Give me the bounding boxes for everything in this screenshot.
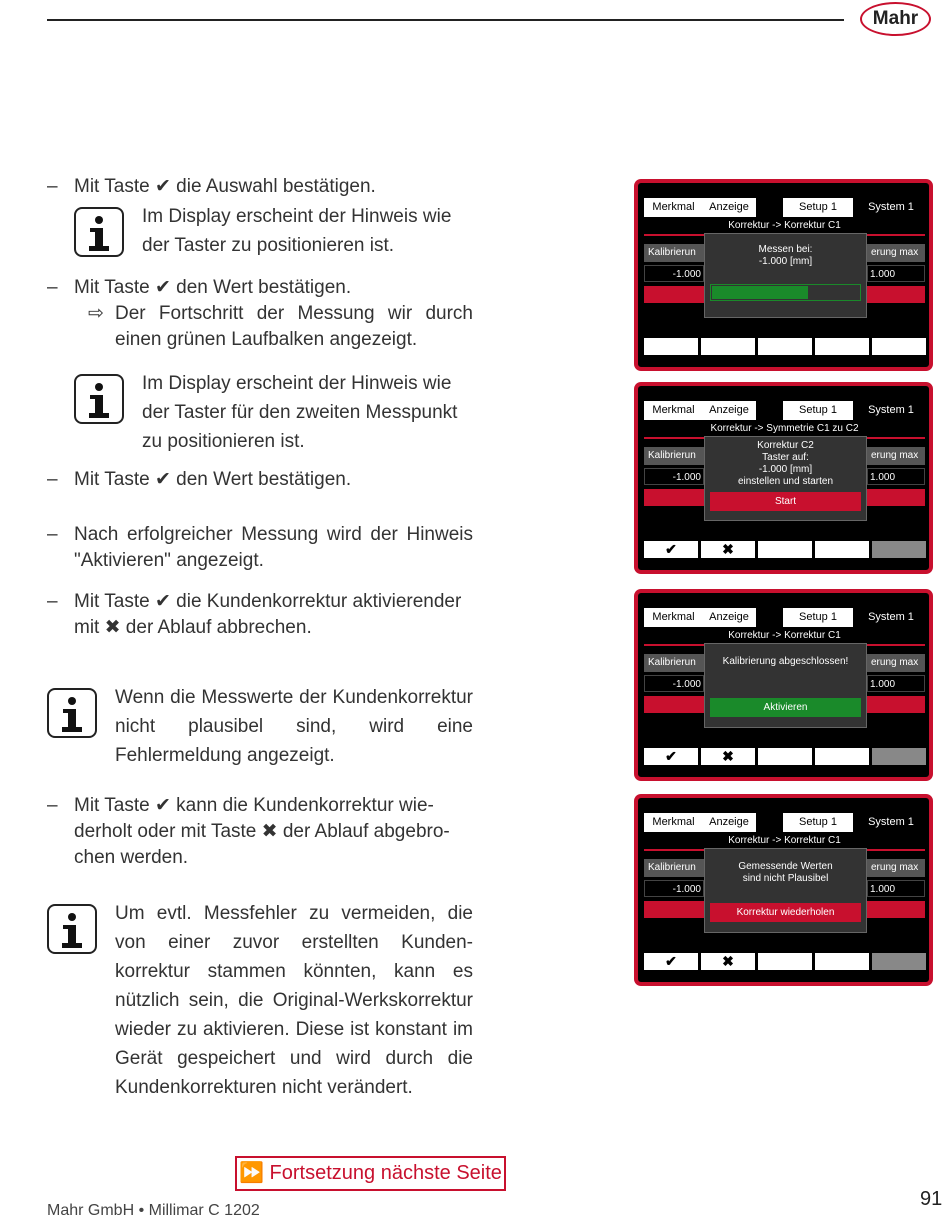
softkey-row (644, 748, 925, 765)
left-value: -1.000 (644, 880, 704, 897)
left-label: Kalibrierun (644, 447, 704, 465)
bullet-dash: – (47, 277, 58, 298)
screen-title: Korrektur -> Korrektur C1 (728, 220, 841, 231)
screen-tab[interactable]: System 1 (857, 813, 925, 832)
softkey[interactable] (758, 953, 812, 970)
softkey[interactable] (644, 338, 698, 355)
device-screen (634, 794, 933, 986)
device-screen (634, 179, 933, 371)
progress-track (710, 284, 861, 301)
page-number: 91 (920, 1188, 943, 1210)
screen-title: Korrektur -> Symmetrie C1 zu C2 (710, 423, 859, 434)
bullet-dash: – (47, 795, 58, 816)
screen-popup (704, 848, 867, 933)
screen-title: Korrektur -> Korrektur C1 (728, 630, 841, 641)
screen-tab[interactable]: Anzeige (702, 401, 756, 420)
right-value: 1.000 (867, 468, 925, 485)
screen-tab[interactable]: System 1 (857, 198, 925, 217)
screen-tab[interactable]: Merkmal M1 (644, 198, 703, 217)
softkey[interactable] (815, 541, 869, 558)
continue-next-page: ⏩ Fortsetzung nächste Seite (235, 1156, 506, 1191)
softkey[interactable] (872, 338, 926, 355)
left-indicator-bar (644, 489, 704, 506)
screen-tab[interactable]: System 1 (857, 401, 925, 420)
screen-tab[interactable]: System 1 (857, 608, 925, 627)
mahr-logo: Mahr (860, 2, 931, 36)
screen-tab[interactable]: Setup 1 (783, 198, 853, 217)
arrow-right-icon: ⇨ (88, 303, 104, 324)
right-indicator-bar (867, 696, 925, 713)
screen-tab[interactable]: Merkmal M1 (644, 401, 703, 420)
right-indicator-bar (867, 901, 925, 918)
left-value: -1.000 (644, 675, 704, 692)
progress-fill (712, 286, 808, 299)
left-value: -1.000 (644, 468, 704, 485)
screen-tab[interactable]: Merkmal D1 (644, 813, 703, 832)
right-value: 1.000 (867, 880, 925, 897)
screen-popup (704, 233, 867, 318)
softkey[interactable] (872, 541, 926, 558)
screen-title: Korrektur -> Korrektur C1 (728, 835, 841, 846)
right-label: erung max (867, 244, 925, 262)
confirm-softkey[interactable]: ✔ (644, 953, 698, 970)
softkey-row (644, 953, 925, 970)
cancel-softkey[interactable]: ✖ (701, 541, 755, 558)
screen-tab[interactable]: Anzeige (702, 608, 756, 627)
bullet-dash: – (47, 524, 58, 545)
softkey[interactable] (758, 541, 812, 558)
screen-popup (704, 436, 867, 521)
info-note-implausible: Wenn die Messwerte der Kundenkorrektur nicht plausibel sind, wird eine Fehlermeldung angezeigt. (115, 687, 473, 766)
left-indicator-bar (644, 696, 704, 713)
popup-action-button[interactable]: Start (710, 492, 861, 511)
bullet-dash: – (47, 469, 58, 490)
step-repeat: Mit Taste ✔ kann die Kundenkorrektur wiederholt oder mit Taste ✖ der Ablauf abgebrochen werden. (74, 795, 450, 868)
screen-tab[interactable]: Anzeige (702, 198, 756, 217)
right-label: erung max (867, 654, 925, 672)
softkey[interactable] (815, 748, 869, 765)
bullet-dash: – (47, 591, 58, 612)
popup-action-button[interactable]: Korrektur wiederholen (710, 903, 861, 922)
softkey[interactable] (701, 338, 755, 355)
info-icon (47, 904, 97, 954)
step-success-note: Nach erfolgreicher Messung wird der Hinweis "Aktivieren" angezeigt. (74, 524, 473, 571)
bullet-dash: – (47, 176, 58, 197)
info-note-factory-correction: Um evtl. Messfehler zu vermeiden, die von einer zuvor erstellten Kundenkorrektur stammen könnten, kann es nützlich sein, die Original-Werkskorrektur wieder zu aktivieren. Diese ist konstant im Gerät gespeichert und wird durch die Kundenkorrekturen nicht verändert. (115, 903, 473, 1098)
step-confirm-value-2: Mit Taste ✔ den Wert bestätigen. (74, 469, 352, 490)
left-label: Kalibrierun (644, 859, 704, 877)
screen-tab[interactable]: Merkmal M1 (644, 608, 703, 627)
left-value: -1.000 (644, 265, 704, 282)
softkey[interactable] (758, 338, 812, 355)
popup-message: Messen bei: -1.000 [mm] (758, 244, 813, 267)
screen-tab[interactable]: Anzeige (702, 813, 756, 832)
softkey[interactable] (758, 748, 812, 765)
right-value: 1.000 (867, 265, 925, 282)
popup-message: Kalibrierung abgeschlossen! (722, 656, 849, 667)
screen-tab[interactable]: Setup 1 (783, 401, 853, 420)
right-value: 1.000 (867, 675, 925, 692)
softkey[interactable] (872, 748, 926, 765)
step-activate: Mit Taste ✔ die Kundenkorrektur aktivierender mit ✖ der Ablauf abbrechen. (74, 591, 462, 638)
screen-popup (704, 643, 867, 728)
info-icon (74, 374, 124, 424)
left-indicator-bar (644, 901, 704, 918)
info-icon (47, 688, 97, 738)
progress-note: Der Fortschritt der Messung wir durch einen grünen Laufbalken angezeigt. (115, 303, 473, 350)
popup-message: Korrektur C2 Taster auf: -1.000 [mm] einstellen und starten (737, 440, 834, 487)
left-label: Kalibrierun (644, 654, 704, 672)
softkey[interactable] (815, 338, 869, 355)
right-label: erung max (867, 859, 925, 877)
softkey[interactable] (815, 953, 869, 970)
cancel-softkey[interactable]: ✖ (701, 748, 755, 765)
left-label: Kalibrierun (644, 244, 704, 262)
info-note-second-point: Im Display erscheint der Hinweis wie der Taster für den zweiten Messpunkt zu positionieren ist. (142, 373, 458, 452)
left-indicator-bar (644, 286, 704, 303)
step-confirm-value: Mit Taste ✔ den Wert bestätigen. (74, 277, 352, 298)
device-screen (634, 589, 933, 781)
confirm-softkey[interactable]: ✔ (644, 541, 698, 558)
device-screen (634, 382, 933, 574)
right-indicator-bar (867, 286, 925, 303)
step-confirm-selection: Mit Taste ✔ die Auswahl bestätigen. (74, 176, 376, 197)
popup-action-button[interactable]: Aktivieren (710, 698, 861, 717)
info-note-position: Im Display erscheint der Hinweis wie der Taster zu positionieren ist. (142, 206, 452, 256)
right-label: erung max (867, 447, 925, 465)
popup-message: Gemessende Werten sind nicht Plausibel (738, 861, 833, 884)
screen-tab[interactable]: Setup 1 (783, 813, 853, 832)
right-indicator-bar (867, 489, 925, 506)
softkey-row (644, 338, 925, 355)
softkey-row (644, 541, 925, 558)
info-icon (74, 207, 124, 257)
cancel-softkey[interactable]: ✖ (701, 953, 755, 970)
header-rule (47, 19, 844, 21)
softkey[interactable] (872, 953, 926, 970)
confirm-softkey[interactable]: ✔ (644, 748, 698, 765)
screen-tab[interactable]: Setup 1 (783, 608, 853, 627)
footer-text: Mahr GmbH • Millimar C 1202 (47, 1202, 260, 1219)
